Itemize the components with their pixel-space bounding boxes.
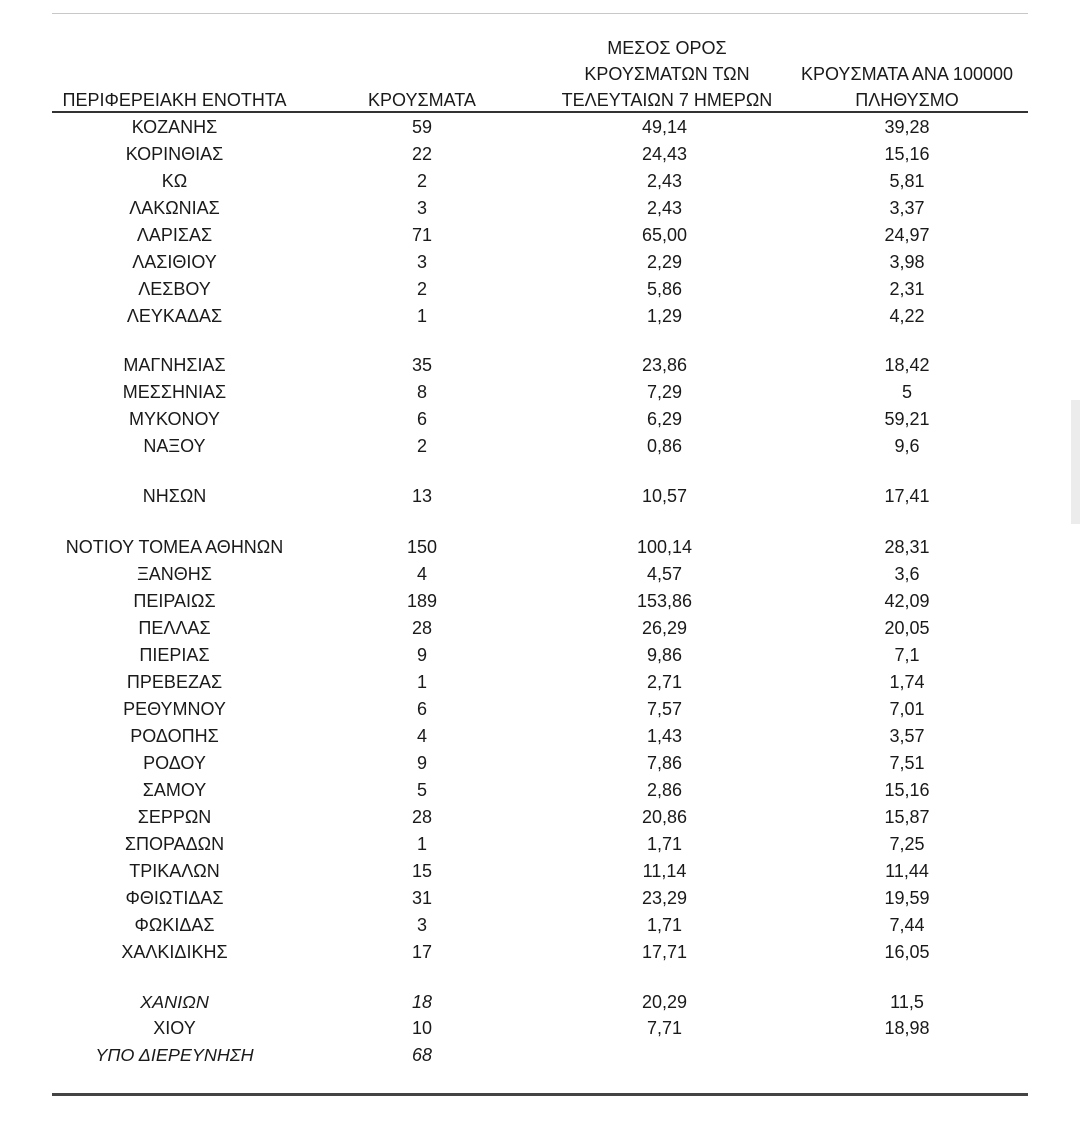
cell-per-100k: 1,74 — [889, 672, 925, 692]
header-region-label: ΠΕΡΙΦΕΡΕΙΑΚΗ ΕΝΟΤΗΤΑ — [62, 90, 287, 110]
cell-7day-average: 9,86 — [646, 645, 683, 665]
table-row — [52, 352, 1028, 378]
cell-region: ΡΕΘΥΜΝΟΥ — [123, 699, 226, 719]
cell-7day-average: 100,14 — [636, 537, 693, 557]
cell-per-100k: 28,31 — [884, 537, 930, 557]
cell-per-100k: 20,05 — [884, 618, 930, 638]
cell-7day-average: 20,86 — [641, 807, 688, 827]
cell-cases: 2 — [416, 171, 427, 191]
cell-cases: 6 — [416, 699, 427, 719]
cell-per-100k: 11,44 — [885, 861, 929, 881]
table-row — [52, 276, 1028, 302]
cell-7day-average: 2,43 — [646, 171, 683, 191]
table-row — [52, 303, 1028, 329]
cell-per-100k: 5,81 — [889, 171, 925, 191]
table-row — [52, 561, 1028, 587]
cell-cases: 9 — [416, 645, 427, 665]
cell-cases: 1 — [416, 834, 427, 854]
cell-7day-average: 6,29 — [646, 409, 683, 429]
cell-per-100k: 7,25 — [889, 834, 925, 854]
cell-cases: 68 — [411, 1045, 433, 1065]
cell-cases: 1 — [416, 672, 427, 692]
cell-7day-average: 7,57 — [646, 699, 683, 719]
header-cases-label: ΚΡΟΥΣΜΑΤΑ — [368, 90, 476, 110]
cell-region: ΜΥΚΟΝΟΥ — [129, 409, 220, 429]
cell-7day-average: 11,14 — [642, 861, 687, 881]
cell-region: ΝΟΤΙΟΥ ΤΟΜΕΑ ΑΘΗΝΩΝ — [65, 537, 284, 557]
cell-7day-average: 1,43 — [646, 726, 683, 746]
cell-per-100k: 7,44 — [889, 915, 925, 935]
header-region — [52, 87, 297, 113]
cell-7day-average: 7,71 — [646, 1018, 683, 1038]
cell-7day-average: 65,00 — [641, 225, 688, 245]
cell-per-100k: 3,6 — [894, 564, 920, 584]
table-row — [52, 406, 1028, 432]
cell-region: ΣΕΡΡΩΝ — [137, 807, 212, 827]
cell-cases: 4 — [416, 726, 427, 746]
table-row — [52, 723, 1028, 749]
cell-per-100k: 19,59 — [884, 888, 930, 908]
table-row — [52, 696, 1028, 722]
cell-cases: 5 — [416, 780, 427, 800]
cell-per-100k: 9,6 — [894, 436, 920, 456]
cell-per-100k: 4,22 — [889, 306, 925, 326]
cell-per-100k: 15,87 — [884, 807, 930, 827]
header-avg-line1: ΜΕΣΟΣ ΟΡΟΣ — [607, 38, 727, 58]
cell-region: ΞΑΝΘΗΣ — [137, 564, 212, 584]
cell-cases: 2 — [416, 436, 427, 456]
header-per-line1: ΚΡΟΥΣΜΑΤΑ ΑΝΑ 100000 — [801, 64, 1013, 84]
cell-7day-average: 17,71 — [641, 942, 688, 962]
cell-per-100k: 11,5 — [890, 992, 924, 1012]
cell-per-100k: 15,16 — [884, 780, 930, 800]
side-scroll-mark — [1071, 400, 1080, 524]
cell-7day-average: 2,86 — [646, 780, 683, 800]
cell-cases: 13 — [411, 486, 433, 506]
cell-cases: 10 — [411, 1018, 433, 1038]
cell-region: ΝΑΞΟΥ — [143, 436, 206, 456]
cell-region: ΜΕΣΣΗΝΙΑΣ — [122, 382, 227, 402]
cell-per-100k: 24,97 — [884, 225, 930, 245]
header-7day-average — [522, 35, 812, 113]
cell-per-100k: 2,31 — [889, 279, 925, 299]
cell-per-100k: 7,01 — [889, 699, 925, 719]
cell-region: ΧΑΛΚΙΔΙΚΗΣ — [121, 942, 228, 962]
table-row — [52, 249, 1028, 275]
cell-region: ΡΟΔΟΠΗΣ — [130, 726, 219, 746]
cell-cases: 15 — [411, 861, 433, 881]
table-header — [52, 0, 1028, 112]
cell-cases: 59 — [411, 117, 433, 137]
cell-cases: 22 — [411, 144, 433, 164]
cell-region: ΛΑΣΙΘΙΟΥ — [132, 252, 217, 272]
cell-per-100k: 42,09 — [884, 591, 930, 611]
table-row — [52, 750, 1028, 776]
cell-per-100k: 16,05 — [884, 942, 930, 962]
header-per-100k — [782, 61, 1032, 113]
header-cases — [342, 87, 502, 113]
cell-region: ΛΑΚΩΝΙΑΣ — [129, 198, 220, 218]
cell-cases: 31 — [411, 888, 433, 908]
cell-region: ΠΕΙΡΑΙΩΣ — [133, 591, 216, 611]
table-row — [52, 483, 1028, 509]
cell-cases: 28 — [411, 807, 433, 827]
cell-7day-average: 10,57 — [641, 486, 688, 506]
cell-7day-average: 0,86 — [646, 436, 683, 456]
cell-7day-average: 2,71 — [646, 672, 683, 692]
cell-7day-average: 153,86 — [636, 591, 693, 611]
cell-region: ΠΡΕΒΕΖΑΣ — [126, 672, 223, 692]
table-row — [52, 885, 1028, 911]
table-row — [52, 588, 1028, 614]
cell-cases: 1 — [416, 306, 427, 326]
table-row — [52, 642, 1028, 668]
cell-region: ΠΙΕΡΙΑΣ — [139, 645, 210, 665]
table-row — [52, 615, 1028, 641]
table-row — [52, 168, 1028, 194]
table-row — [52, 114, 1028, 140]
cell-cases: 17 — [411, 942, 433, 962]
cell-region: ΧΑΝΙΩΝ — [140, 992, 209, 1012]
table-row — [52, 939, 1028, 965]
cell-region: ΣΑΜΟΥ — [142, 780, 207, 800]
cell-cases: 6 — [416, 409, 427, 429]
table-row — [52, 1015, 1028, 1041]
header-per-line2: ΠΛΗΘΥΣΜΟ — [855, 90, 959, 110]
cell-7day-average: 5,86 — [646, 279, 683, 299]
cell-region: ΚΟΖΑΝΗΣ — [131, 117, 218, 137]
bottom-rule — [52, 1093, 1028, 1096]
cell-region: ΥΠΟ ΔΙΕΡΕΥΝΗΣΗ — [95, 1045, 254, 1065]
cell-region: ΜΑΓΝΗΣΙΑΣ — [123, 355, 226, 375]
cell-region: ΦΩΚΙΔΑΣ — [134, 915, 215, 935]
table-row — [52, 804, 1028, 830]
cell-7day-average: 24,43 — [641, 144, 688, 164]
cell-region: ΛΕΣΒΟΥ — [138, 279, 211, 299]
table-row — [52, 379, 1028, 405]
cell-cases: 8 — [416, 382, 427, 402]
cell-region: ΛΑΡΙΣΑΣ — [136, 225, 213, 245]
table-row — [52, 433, 1028, 459]
cell-cases: 2 — [416, 279, 427, 299]
cell-cases: 18 — [411, 992, 433, 1012]
table-row — [52, 195, 1028, 221]
header-rule — [52, 111, 1028, 113]
cell-region: ΦΘΙΩΤΙΔΑΣ — [125, 888, 224, 908]
cell-7day-average: 2,43 — [646, 198, 683, 218]
cell-7day-average: 49,14 — [641, 117, 688, 137]
cell-cases: 71 — [411, 225, 433, 245]
cell-cases: 9 — [416, 753, 427, 773]
cell-region: ΛΕΥΚΑΔΑΣ — [126, 306, 223, 326]
cell-per-100k: 59,21 — [884, 409, 930, 429]
cell-7day-average: 20,29 — [641, 992, 688, 1012]
header-avg-line2: ΚΡΟΥΣΜΑΤΩΝ ΤΩΝ — [584, 64, 750, 84]
table-row — [52, 222, 1028, 248]
cell-per-100k: 3,98 — [889, 252, 925, 272]
cell-cases: 28 — [411, 618, 433, 638]
cell-7day-average: 7,29 — [646, 382, 683, 402]
cell-region: ΠΕΛΛΑΣ — [138, 618, 211, 638]
cell-region: ΝΗΣΩΝ — [142, 486, 207, 506]
cell-region: ΚΩ — [161, 171, 188, 191]
cell-per-100k: 3,57 — [889, 726, 925, 746]
cell-7day-average: 1,29 — [646, 306, 683, 326]
cell-per-100k: 15,16 — [884, 144, 930, 164]
cell-cases: 3 — [416, 915, 427, 935]
cell-cases: 3 — [416, 198, 427, 218]
table-row — [52, 989, 1028, 1015]
header-avg-line3: ΤΕΛΕΥΤΑΙΩΝ 7 ΗΜΕΡΩΝ — [561, 90, 773, 110]
cell-cases: 189 — [406, 591, 438, 611]
cell-7day-average: 23,29 — [641, 888, 688, 908]
table-row — [52, 912, 1028, 938]
cell-region: ΡΟΔΟΥ — [143, 753, 206, 773]
table-row — [52, 858, 1028, 884]
cell-cases: 150 — [406, 537, 438, 557]
cell-region: ΣΠΟΡΑΔΩΝ — [124, 834, 225, 854]
cell-region: ΧΙΟΥ — [153, 1018, 196, 1038]
cell-cases: 35 — [411, 355, 433, 375]
table-row — [52, 777, 1028, 803]
cell-per-100k: 39,28 — [884, 117, 930, 137]
cell-per-100k: 7,51 — [889, 753, 925, 773]
cell-cases: 3 — [416, 252, 427, 272]
cell-per-100k: 3,37 — [889, 198, 925, 218]
table-row — [52, 534, 1028, 560]
cell-region: ΚΟΡΙΝΘΙΑΣ — [125, 144, 224, 164]
cell-per-100k: 18,42 — [884, 355, 930, 375]
table-row — [52, 831, 1028, 857]
cell-7day-average: 1,71 — [646, 915, 683, 935]
cell-cases: 4 — [416, 564, 427, 584]
cell-per-100k: 17,41 — [884, 486, 930, 506]
cell-7day-average: 1,71 — [646, 834, 683, 854]
cell-7day-average: 7,86 — [646, 753, 683, 773]
cell-region: ΤΡΙΚΑΛΩΝ — [129, 861, 220, 881]
cell-per-100k: 7,1 — [894, 645, 920, 665]
cell-7day-average: 4,57 — [646, 564, 683, 584]
cell-per-100k: 18,98 — [884, 1018, 930, 1038]
table-row — [52, 141, 1028, 167]
table-row — [52, 669, 1028, 695]
cell-7day-average: 23,86 — [641, 355, 688, 375]
cell-7day-average: 26,29 — [641, 618, 688, 638]
cell-7day-average: 2,29 — [646, 252, 683, 272]
cell-per-100k: 5 — [901, 382, 912, 402]
table-row — [52, 1042, 1028, 1068]
